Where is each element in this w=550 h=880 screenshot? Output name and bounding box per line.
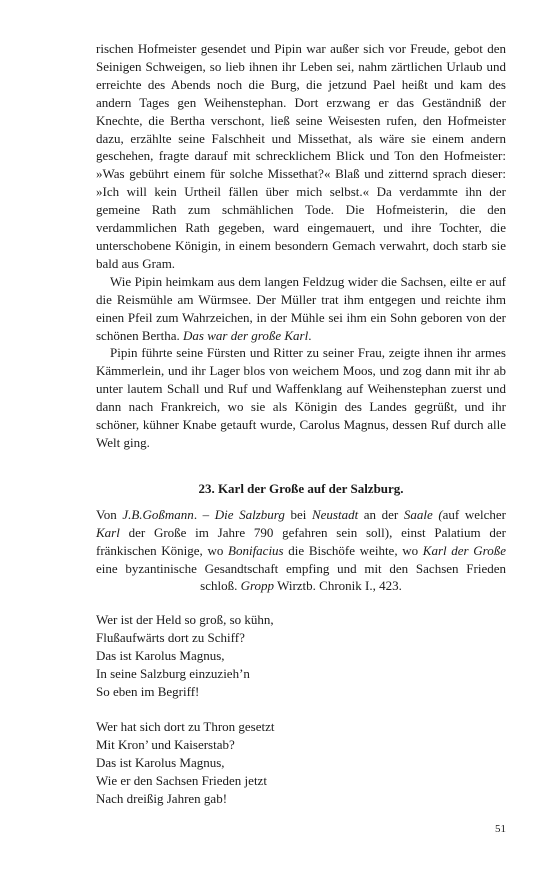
poem-line: Wie er den Sachsen Frieden jetzt <box>96 773 267 789</box>
prose-paragraph <box>96 40 506 273</box>
prose-paragraph <box>96 344 506 451</box>
poem-line: Das ist Karolus Magnus, <box>96 755 225 771</box>
poem-line: Wer ist der Held so groß, so kühn, <box>96 612 274 628</box>
chapter-title: 23. Karl der Große auf der Salzburg. <box>198 480 404 496</box>
prose-text: Pipin führte seine Fürsten und Ritter zu seiner Frau, zeigte ihnen ihr armes Kämmerlein, und ihr Lager blos von weichem Moos, und zog dann mit ihr ab unter lautem Schall und Ruf und Waffenklang auf Weihenstephan zuerst und dann nach Frankreich, wo sie als Königin des Landes gegrüßt, und ihr schöner, kühner Knabe getauft wurde, Carolus Magnus, dessen Ruf durch alle Welt ging. <box>96 345 506 450</box>
source-note-italic-text: Gropp <box>240 578 275 594</box>
poem-line: In seine Salzburg einzuzieh’n <box>96 666 250 682</box>
poem-line: Nach dreißig Jahren gab! <box>96 791 228 807</box>
source-note-text: . – <box>193 506 215 522</box>
poem-line: So eben im Begriff! <box>96 684 200 700</box>
prose-section <box>96 40 506 452</box>
poem-stanza <box>96 611 506 701</box>
source-note-text: die Bischöfe weihte, wo <box>283 542 423 558</box>
source-note-text: an der <box>358 506 404 522</box>
poem-line: Das ist Karolus Magnus, <box>96 648 225 664</box>
source-note <box>96 506 506 596</box>
source-note-italic-text: Karl <box>96 524 120 540</box>
source-note-text: eine byzantinische Gesandtschaft empfing und mit den Sachsen Frieden schloß. <box>96 560 506 594</box>
poem <box>96 611 506 808</box>
poem-line: Wer hat sich dort zu Thron gesetzt <box>96 719 275 735</box>
source-note-text: Wirztb. Chronik I., 423. <box>274 578 402 594</box>
source-note-text: auf welcher <box>442 506 506 522</box>
source-note-text: bei <box>284 506 312 522</box>
poem-stanza <box>96 718 506 808</box>
source-note-italic-text: J.B.Goßmann <box>122 506 194 522</box>
poem-line: Flußaufwärts dort zu Schiff? <box>96 630 245 646</box>
book-page <box>96 40 506 825</box>
prose-paragraph <box>96 273 506 345</box>
source-note-text: der Große im Jahre 790 gefahren sein soll), einst Palatium der fränkischen Könige, wo <box>96 524 506 558</box>
source-note-text: Von <box>96 506 123 522</box>
poem-line: Mit Kron’ und Kaiserstab? <box>96 737 235 753</box>
prose-text: Wie Pipin heimkam aus dem langen Feldzug wider die Sachsen, eilte er auf die Reismühle am Würmsee. Der Müller trat ihm entgegen und reichte ihm einen Pfeil zum Wahrzeichen, in der Mühle sei ihm ein Sohn geboren von der schönen Bertha. <box>96 273 506 343</box>
source-note-italic-text: Karl der Große <box>422 542 506 558</box>
source-note-italic-text: Saale ( <box>403 506 443 522</box>
source-note-italic-text: Die Salzburg <box>214 506 285 522</box>
prose-text: . <box>308 327 312 343</box>
page-number: 51 <box>495 823 506 835</box>
prose-italic-text: Das war der große Karl <box>183 327 309 343</box>
source-note-italic-text: Bonifacius <box>228 542 284 558</box>
source-note-italic-text: Neustadt <box>311 506 359 522</box>
prose-text: rischen Hofmeister gesendet und Pipin war außer sich vor Freude, gebot den Seinigen Schweigen, so lieb ihnen ihr Leben sei, nahm zärtlichen Urlaub und erreichte des Abends noch die Burg, die jetzund Pael heißt und kam des andern Tages gen Weihenstephan. Dort erzwang er das Geständniß der Knechte, die Bertha verschont, ließ seine Weisesten rufen, den Hofmeister dazu, erzählte seine Falschheit und Missethat, als wäre sie einem andern geschehen, fragte darauf mit schrecklichem Blick und Ton den Hofmeister: »Was gebührt einem für solche Missethat?« Blaß und zitternd sprach dieser: »Ich will kein Urtheil fällen über mich selbst.« Da verdammte ihn der gemeine Rath zum schmählichen Tode. Die Hofmeisterin, die den verdammlichen Rath gegeben, ward eingemauert, und ihre Tochter, die unterschobene Königin, in einem besondern Gemach verwahrt, doch starb sie bald aus Gram. <box>96 41 506 271</box>
